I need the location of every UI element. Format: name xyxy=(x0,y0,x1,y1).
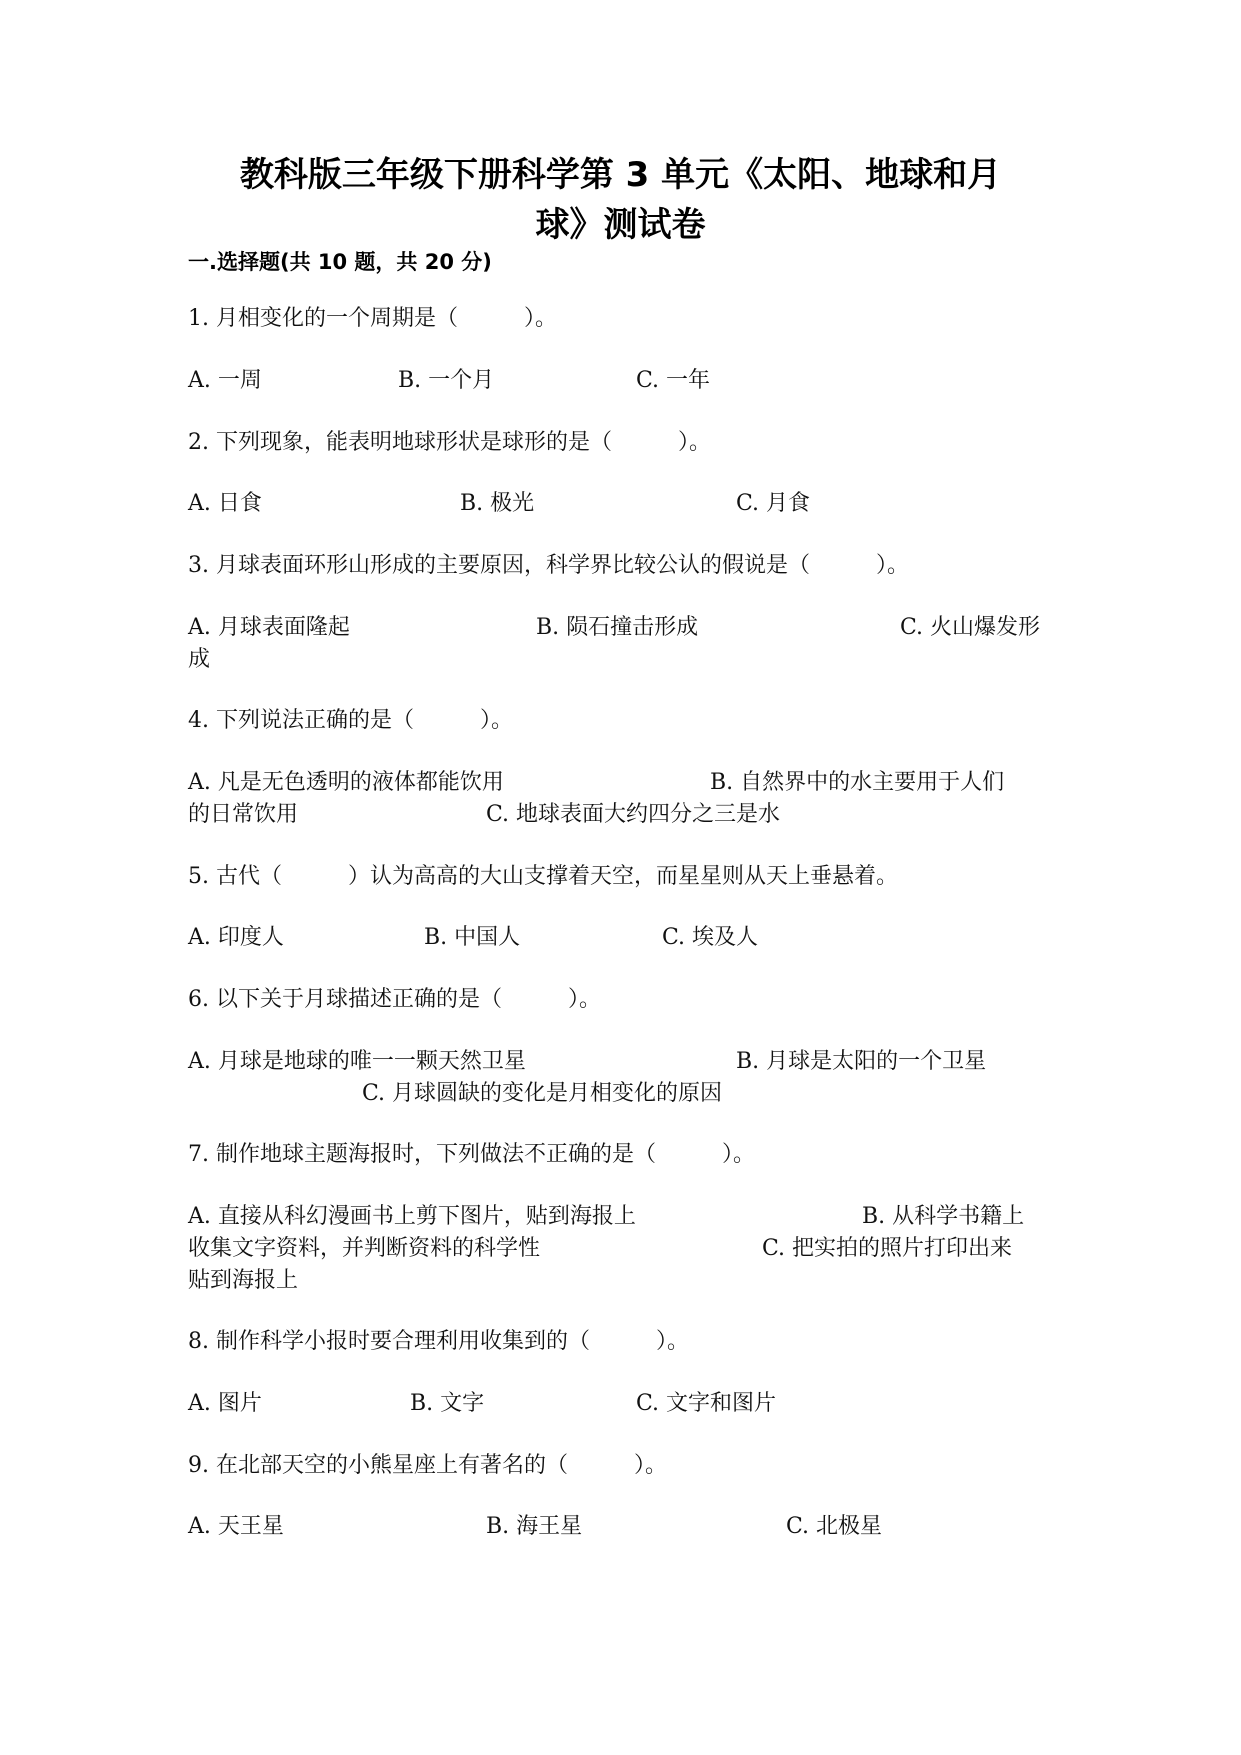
question-6-option-a: A. 月球是地球的唯一一颗天然卫星 xyxy=(188,1049,526,1074)
question-5-option-c: C. 埃及人 xyxy=(662,925,759,950)
question-1-option-b: B. 一个月 xyxy=(398,368,495,393)
question-3-option-c: C. 火山爆发形 xyxy=(900,615,1041,640)
question-2-option-c: C. 月食 xyxy=(736,491,811,516)
question-7-option-a: A. 直接从科幻漫画书上剪下图片，贴到海报上 xyxy=(188,1204,636,1229)
question-3-option-c-wrap: 成 xyxy=(188,647,211,672)
question-1-option-a: A. 一周 xyxy=(188,368,262,393)
question-1-option-c: C. 一年 xyxy=(636,368,711,393)
question-3-option-b: B. 陨石撞击形成 xyxy=(536,615,699,640)
question-7-option-c-wrap: 贴到海报上 xyxy=(188,1268,299,1293)
question-4-option-c: C. 地球表面大约四分之三是水 xyxy=(486,802,781,827)
question-8-option-c: C. 文字和图片 xyxy=(636,1391,777,1416)
question-8-option-b: B. 文字 xyxy=(410,1391,485,1416)
exam-title-line-1: 教科版三年级下册科学第 3 单元《太阳、地球和月 xyxy=(239,155,1002,195)
question-7-stem: 7. 制作地球主题海报时，下列做法不正确的是（ ）。 xyxy=(188,1142,755,1167)
question-6-option-c: C. 月球圆缺的变化是月相变化的原因 xyxy=(362,1081,723,1106)
question-9-option-b: B. 海王星 xyxy=(486,1514,583,1539)
question-8-option-a: A. 图片 xyxy=(188,1391,262,1416)
question-9-option-a: A. 天王星 xyxy=(188,1514,284,1539)
question-2-stem: 2. 下列现象，能表明地球形状是球形的是（ ）。 xyxy=(188,430,711,455)
question-2-option-a: A. 日食 xyxy=(188,491,262,516)
question-9-stem: 9. 在北部天空的小熊星座上有著名的（ ）。 xyxy=(188,1453,667,1478)
question-7-option-b-wrap: 收集文字资料，并判断资料的科学性 xyxy=(188,1236,541,1261)
question-1-stem: 1. 月相变化的一个周期是（ ）。 xyxy=(188,306,557,331)
question-5-stem: 5. 古代（ ）认为高高的大山支撑着天空，而星星则从天上垂悬着。 xyxy=(188,864,898,889)
question-3-stem: 3. 月球表面环形山形成的主要原因，科学界比较公认的假说是（ ）。 xyxy=(188,553,909,578)
question-4-stem: 4. 下列说法正确的是（ ）。 xyxy=(188,708,513,733)
question-4-option-b-wrap: 的日常饮用 xyxy=(188,802,299,827)
question-8-stem: 8. 制作科学小报时要合理利用收集到的（ ）。 xyxy=(188,1329,689,1354)
question-9-option-c: C. 北极星 xyxy=(786,1514,883,1539)
question-5-option-a: A. 印度人 xyxy=(188,925,284,950)
question-4-option-b: B. 自然界中的水主要用于人们 xyxy=(710,770,1005,795)
question-3-option-a: A. 月球表面隆起 xyxy=(188,615,350,640)
section-heading: 一.选择题(共 10 题，共 20 分) xyxy=(188,250,492,274)
question-2-option-b: B. 极光 xyxy=(460,491,535,516)
question-6-stem: 6. 以下关于月球描述正确的是（ ）。 xyxy=(188,987,601,1012)
question-7-option-b: B. 从科学书籍上 xyxy=(862,1204,1025,1229)
question-4-option-a: A. 凡是无色透明的液体都能饮用 xyxy=(188,770,504,795)
question-6-option-b: B. 月球是太阳的一个卫星 xyxy=(736,1049,987,1074)
exam-title-line-2: 球》测试卷 xyxy=(535,205,706,245)
question-7-option-c: C. 把实拍的照片打印出来 xyxy=(762,1236,1013,1261)
question-5-option-b: B. 中国人 xyxy=(424,925,521,950)
